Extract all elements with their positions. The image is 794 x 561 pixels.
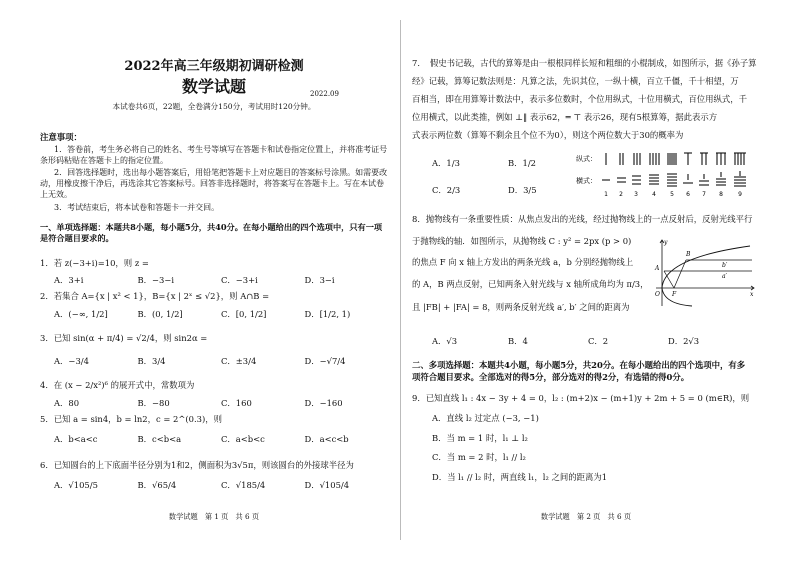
question-7-line-1: 7． 假史书记载，古代的算筹是由一根根同样长短和粗细的小棍制成，如图所示，据《孙子算 — [412, 58, 757, 68]
q8-option-a: A．√3 — [432, 336, 458, 346]
point-b-label: B — [686, 251, 691, 258]
parabola-figure — [652, 238, 758, 308]
digit-label: 4 — [652, 191, 656, 198]
question-3: 3．已知 sin(α + π/4) = √2/4，则 sin2α = — [40, 333, 208, 343]
page-footer: 数学试题 第 2 页 共 6 页 — [540, 512, 632, 521]
question-4-options — [54, 398, 388, 409]
notes-heading: 注意事项： — [40, 132, 82, 142]
digit-labels — [604, 191, 742, 198]
question-3-options — [54, 356, 388, 367]
q7-option-c: C．2/3 — [432, 185, 461, 195]
option-b: B．√65/4 — [137, 480, 177, 490]
q7-option-d: D．3/5 — [508, 185, 537, 195]
origin-label: O — [655, 291, 660, 298]
option-d: D．[1/2, 1) — [304, 309, 351, 319]
note-3: 3．考试结束后，将本试卷和答题卡一并交回。 — [54, 203, 220, 212]
exam-title: 2022年高三年级期初调研检测 — [124, 59, 304, 74]
note-1: 1．答卷前，考生务必将自己的姓名、考生号等填写在答题卡和试卷指定位置上，并将准考证号条形码粘贴在答题卡上的指定位置。 — [40, 145, 388, 165]
digit-label: 2 — [619, 191, 623, 198]
vertical-label: 纵式： — [576, 155, 597, 163]
option-d: D．a<c<b — [304, 434, 349, 444]
section-multiple-choice-line-1: 二、多项选择题：本题共4小题，每小题5分，共20分。在每小题给出的四个选项中，有多 — [412, 360, 746, 370]
question-8-line-2: 于抛物线的轴．如图所示，从抛物线 C : y² = 2px (p > 0) — [412, 236, 632, 246]
question-4: 4．在 (x − 2/x²)⁶ 的展开式中，常数项为 — [40, 380, 195, 390]
horizontal-label: 横式： — [576, 177, 597, 185]
option-a: A．(−∞, 1/2] — [54, 309, 108, 319]
question-6: 6．已知圆台的上下底面半径分别为1和2，侧面积为3√5π，则该圆台的外接球半径为 — [40, 460, 354, 470]
section-single-choice: 一、单项选择题：本题共8小题，每小题5分，共40分。在每小题给出的四个选项中，只有一项是符合题目要求的。 — [40, 222, 383, 244]
axes — [656, 240, 754, 306]
option-a: A．−3/4 — [54, 356, 89, 366]
option-a: A．3+i — [54, 275, 84, 285]
question-8-line-1: 8．抛物线有一条重要性质：从焦点发出的光线，经过抛物线上的一点反射后，反射光线平行 — [412, 214, 753, 224]
ray-a-prime-label: a′ — [722, 273, 727, 280]
exam-subtitle: 数学试题 — [181, 77, 246, 96]
question-7-line-2: 经》记载，算筹记数法则是：凡算之法，先识其位，一纵十横，百立千僵，千十相望，万 — [412, 76, 739, 86]
q9-option-d: D．当 l₁ // l₂ 时，两直线 l₁，l₂ 之间的距离为1 — [432, 472, 608, 482]
option-d: D．3−i — [304, 275, 335, 285]
digit-label: 1 — [604, 191, 608, 198]
question-7-line-3: 百相当，即在用算筹计数法中，表示多位数时，个位用纵式，十位用横式，百位用纵式，千 — [412, 94, 747, 104]
question-2: 2．若集合 A={x | x² < 1}，B={x | 2ˣ ≤ √2}，则 A∩B = — [40, 291, 270, 301]
option-c: C．[0, 1/2] — [221, 309, 267, 319]
counting-rods-figure — [576, 150, 756, 200]
option-b: B．3/4 — [137, 356, 166, 366]
note-2: 2．回答选择题时，选出每小题答案后，用铅笔把答题卡上对应题目的答案标号涂黑。如需要改动，用橡皮擦干净后，再选涂其它答案标号。回答非选择题时，将答案写在答题卡上。写在本试卷上无效。 — [40, 168, 388, 199]
q9-option-b: B．当 m = 1 时，l₁ ⊥ l₂ — [432, 433, 528, 443]
q9-option-a: A．直线 l₂ 过定点 (−3, −1) — [432, 413, 539, 423]
exam-meta: 本试卷共6页，22题，全卷满分150分，考试用时120分钟。 — [112, 102, 316, 111]
option-c: C．−3+i — [221, 275, 258, 285]
q8-option-c: C．2 — [588, 336, 609, 346]
question-5-options — [54, 434, 388, 445]
option-a: A．√105/5 — [54, 480, 98, 490]
question-7-line-5: 式表示两位数（算筹不剩余且个位不为0），则这个两位数大于30的概率为 — [412, 130, 684, 140]
option-d: D．−160 — [304, 398, 343, 408]
question-1-options — [54, 275, 388, 286]
question-1: 1．若 z(−3+i)=10，则 z = — [40, 258, 149, 268]
q7-option-a: A．1/3 — [432, 158, 460, 168]
option-d: D．−√7/4 — [304, 356, 346, 366]
question-8-line-4: 的 A，B 两点反射，已知两条入射光线与 x 轴所成角均为 π/3， — [412, 279, 649, 289]
q8-option-b: B．4 — [508, 336, 528, 346]
q9-option-c: C．当 m = 2 时，l₁ // l₂ — [432, 452, 526, 462]
q8-option-d: D．2√3 — [668, 336, 700, 346]
option-b: B．c<b<a — [137, 434, 182, 444]
option-b: B．(0, 1/2] — [137, 309, 183, 319]
question-9: 9．已知直线 l₁ : 4x − 3y + 4 = 0，l₂ : (m+2)x − (m+1)y + 2m + 5 = 0 (m∈R)，则 — [412, 393, 750, 403]
exam-date: 2022.09 — [310, 90, 339, 98]
section-multiple-choice-line-2: 项符合题目要求。全部选对的得5分，部分选对的得2分，有选错的得0分。 — [412, 372, 690, 382]
digit-label: 9 — [738, 191, 742, 198]
option-c: C．±3/4 — [221, 356, 257, 366]
page-2 — [412, 0, 760, 561]
q7-option-b: B．1/2 — [508, 158, 537, 168]
page-1 — [40, 0, 388, 561]
question-8-line-5: 且 |FB| + |FA| = 8，则两条反射光线 a′, b′ 之间的距离为 — [412, 302, 630, 312]
ray-b-prime-label: b′ — [722, 262, 728, 269]
focus-label: F — [672, 291, 677, 298]
option-c: C．a<b<c — [221, 434, 265, 444]
digit-label: 7 — [702, 191, 706, 198]
option-a: A．80 — [54, 398, 80, 408]
option-d: D．√105/4 — [304, 480, 350, 490]
question-8-line-3: 的焦点 F 向 x 轴上方发出的两条光线 a，b 分别经抛物线上 — [412, 257, 634, 267]
x-axis-label: x — [750, 291, 754, 298]
digit-label: 6 — [686, 191, 690, 198]
question-7-line-4: 位用横式，以此类推，例如 ⊥‖ 表示62，═ ⊤ 表示26，现有5根算筹，据此表示方 — [412, 112, 718, 122]
option-b: B．−3−i — [137, 275, 175, 285]
point-a-label: A — [655, 265, 660, 272]
question-6-options — [54, 480, 388, 491]
vertical-rods — [606, 153, 746, 165]
option-b: B．−80 — [137, 398, 170, 408]
question-2-options — [54, 309, 388, 320]
digit-label: 3 — [634, 191, 638, 198]
light-rays — [664, 260, 752, 288]
question-5: 5．已知 a = sin4，b = ln2，c = 2^(0.3)，则 — [40, 414, 222, 424]
option-a: A．b<a<c — [54, 434, 98, 444]
horizontal-rods — [602, 171, 746, 186]
y-axis-label: y — [664, 239, 668, 246]
option-c: C．√185/4 — [221, 480, 266, 490]
page-divider — [400, 20, 401, 540]
digit-label: 5 — [670, 191, 674, 198]
digit-label: 8 — [719, 191, 723, 198]
option-c: C．160 — [221, 398, 252, 408]
page-footer: 数学试题 第 1 页 共 6 页 — [168, 512, 260, 521]
